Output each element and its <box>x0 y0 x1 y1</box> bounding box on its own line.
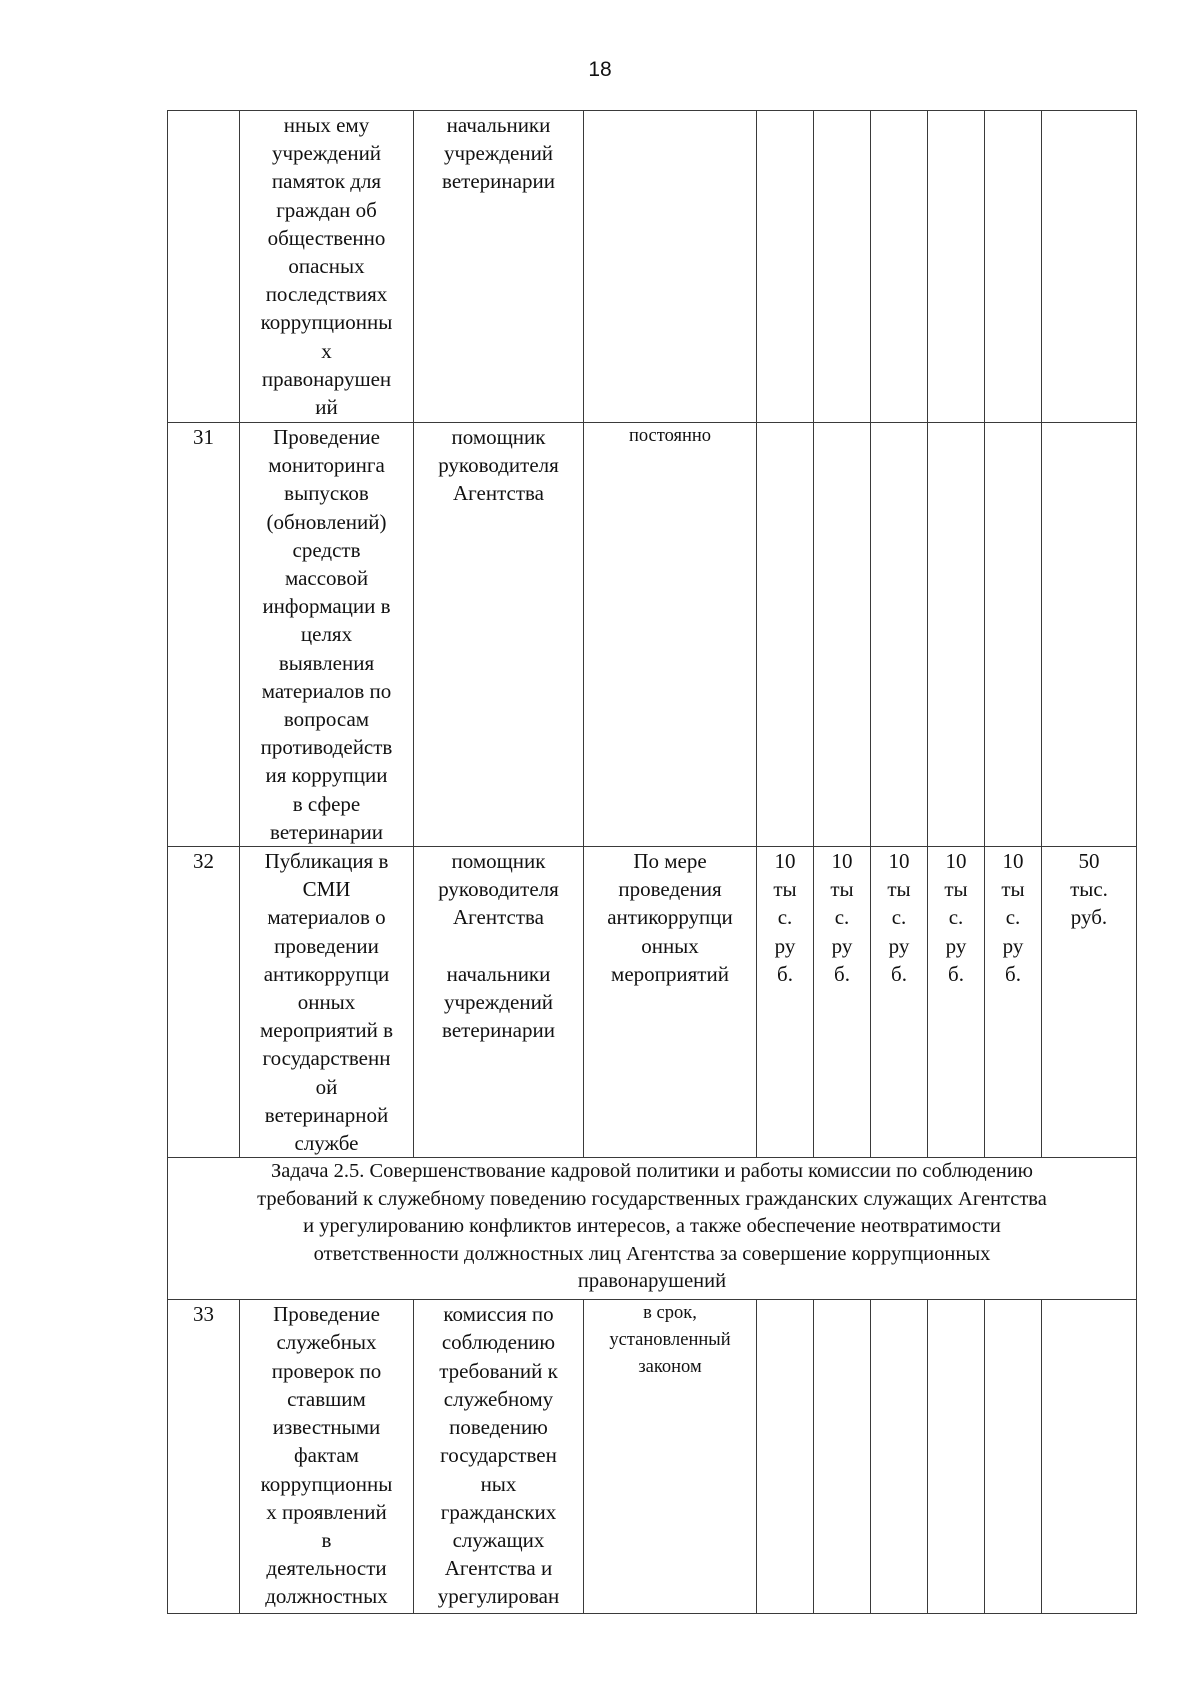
row-number-cell: 33 <box>168 1300 240 1614</box>
activity-cell: Публикация в СМИ материалов о проведении антикоррупци онных мероприятий в государственн ой ветеринарной службе <box>240 847 414 1158</box>
year-cell <box>757 423 814 847</box>
year-cell: 10 ты с. ру б. <box>757 847 814 1158</box>
row-number-cell: 32 <box>168 847 240 1158</box>
total-cell <box>1042 111 1137 423</box>
activity-cell: Проведение служебных проверок по ставшим известными фактам коррупционны х проявлений в деятельности должностных <box>240 1300 414 1614</box>
deadline-cell: в срок, установленный законом <box>584 1300 757 1614</box>
year-cell: 10 ты с. ру б. <box>928 847 985 1158</box>
year-cell <box>757 1300 814 1614</box>
task-row <box>168 1158 1137 1300</box>
row-number-cell <box>168 111 240 423</box>
anti-corruption-plan-table <box>167 110 1137 1614</box>
table-row <box>168 111 1137 423</box>
activity-cell: нных ему учреждений памяток для граждан об общественно опасных последствиях коррупционны х правонарушен ий <box>240 111 414 423</box>
deadline-cell <box>584 111 757 423</box>
executor-cell: комиссия по соблюдению требований к служебному поведению государствен ных гражданских служащих Агентства и урегулирован <box>414 1300 584 1614</box>
table-row <box>168 847 1137 1158</box>
total-cell <box>1042 423 1137 847</box>
year-cell: 10 ты с. ру б. <box>814 847 871 1158</box>
deadline-cell: По мере проведения антикоррупци онных мероприятий <box>584 847 757 1158</box>
year-cell <box>928 111 985 423</box>
year-cell <box>985 423 1042 847</box>
activity-cell: Проведение мониторинга выпусков (обновлений) средств массовой информации в целях выявления материалов по вопросам противодейств ия коррупции в сфере ветеринарии <box>240 423 414 847</box>
year-cell <box>871 111 928 423</box>
year-cell <box>871 1300 928 1614</box>
row-number-cell: 31 <box>168 423 240 847</box>
table-row <box>168 1300 1137 1614</box>
table-row <box>168 423 1137 847</box>
executor-cell: начальники учреждений ветеринарии <box>414 111 584 423</box>
page-number: 18 <box>588 58 612 81</box>
year-cell <box>871 423 928 847</box>
year-cell <box>757 111 814 423</box>
total-cell: 50 тыс. руб. <box>1042 847 1137 1158</box>
year-cell: 10 ты с. ру б. <box>871 847 928 1158</box>
deadline-cell: постоянно <box>584 423 757 847</box>
year-cell <box>985 1300 1042 1614</box>
year-cell <box>814 423 871 847</box>
year-cell <box>814 1300 871 1614</box>
year-cell <box>985 111 1042 423</box>
executor-cell: помощник руководителя Агентства <box>414 423 584 847</box>
year-cell: 10 ты с. ру б. <box>985 847 1042 1158</box>
executor-cell: помощник руководителя Агентства начальники учреждений ветеринарии <box>414 847 584 1158</box>
year-cell <box>814 111 871 423</box>
total-cell <box>1042 1300 1137 1614</box>
year-cell <box>928 423 985 847</box>
year-cell <box>928 1300 985 1614</box>
task-heading: Задача 2.5. Совершенствование кадровой политики и работы комиссии по соблюдению требований к служебному поведению государственных гражданских служащих Агентства и урегулированию конфликтов интересов, а также обеспечение неотвратимости ответственности должностных лиц Агентства за совершение коррупционных правонарушений <box>168 1158 1137 1300</box>
